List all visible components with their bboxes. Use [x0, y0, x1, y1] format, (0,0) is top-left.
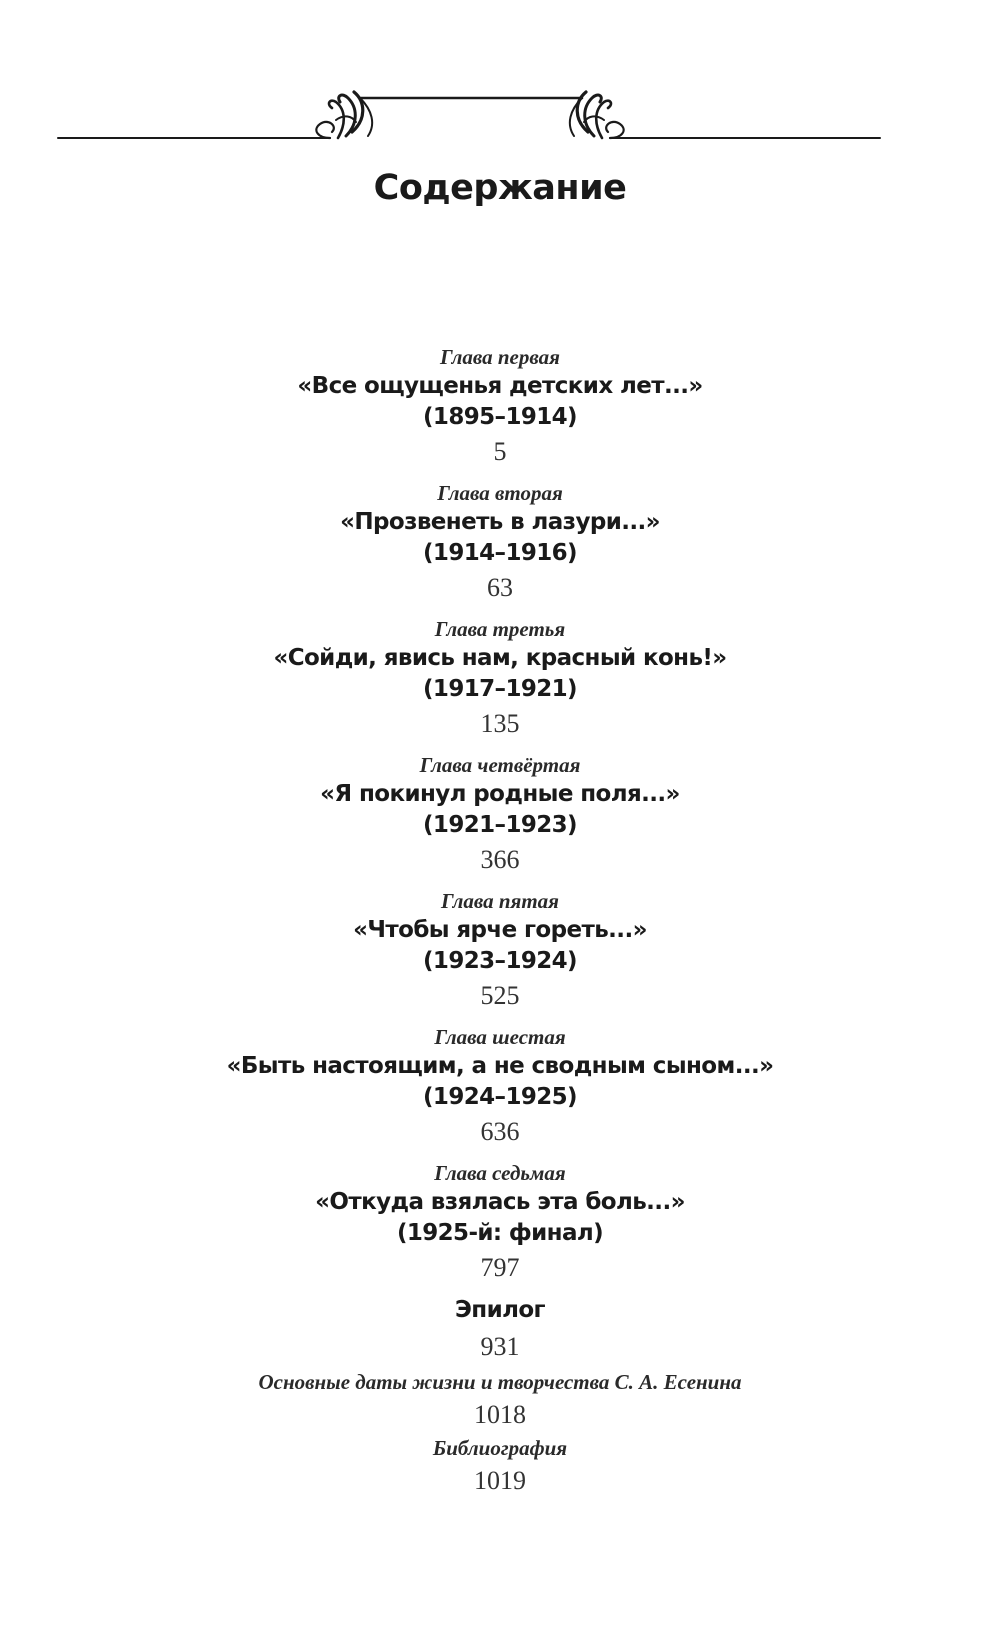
toc-chapter-1[interactable] — [0, 343, 1000, 479]
chapter-years: (1895–1914) — [423, 404, 577, 430]
chapter-label: Глава пятая — [441, 889, 559, 913]
chapter-years: (1925-й: финал) — [396, 1220, 604, 1246]
toc-chapter-2[interactable] — [0, 479, 1000, 615]
chapter-label: Глава седьмая — [434, 1161, 566, 1185]
chapter-page-number: 5 — [493, 437, 507, 466]
chapter-years: (1924–1925) — [423, 1084, 577, 1110]
chapter-page-number: 63 — [487, 573, 513, 602]
chapter-page-number: 525 — [480, 981, 520, 1010]
chapter-label: Глава третья — [434, 617, 566, 641]
toc-chapter-3[interactable] — [0, 615, 1000, 751]
toc-chapter-7[interactable] — [0, 1159, 1000, 1295]
chapter-label: Глава шестая — [434, 1025, 566, 1049]
chapter-years: (1914–1916) — [423, 540, 577, 566]
chapter-years: (1923–1924) — [423, 948, 577, 974]
toc-appendix-bibliography[interactable] — [0, 1434, 1000, 1500]
chapter-title: «Быть настоящим, а не сводным сыном...» — [226, 1053, 774, 1079]
toc-epilogue[interactable] — [0, 1295, 1000, 1368]
chapter-title: «Откуда взялась эта боль...» — [315, 1189, 685, 1215]
chapter-title: «Сойди, явись нам, красный конь!» — [273, 645, 727, 671]
appendix-page-number: 1019 — [474, 1466, 526, 1495]
chapter-page-number: 366 — [480, 845, 520, 874]
chapter-years: (1917–1921) — [423, 676, 577, 702]
chapter-label: Глава четвёртая — [419, 753, 581, 777]
appendix-label: Библиография — [432, 1436, 568, 1460]
decorative-header-ornament — [0, 80, 1000, 160]
chapter-page-number: 797 — [480, 1253, 520, 1282]
chapter-title: «Все ощущенья детских лет...» — [297, 373, 703, 399]
chapter-label: Глава вторая — [437, 481, 563, 505]
toc-chapter-5[interactable] — [0, 887, 1000, 1023]
appendix-label: Основные даты жизни и творчества С. А. Есенина — [258, 1370, 742, 1394]
epilogue-page-number: 931 — [480, 1332, 520, 1361]
epilogue-title: Эпилог — [455, 1297, 545, 1323]
page-title: Содержание — [373, 168, 627, 208]
toc-chapter-6[interactable] — [0, 1023, 1000, 1159]
toc-chapter-4[interactable] — [0, 751, 1000, 887]
chapter-years: (1921–1923) — [423, 812, 577, 838]
chapter-title: «Прозвенеть в лазури...» — [340, 509, 660, 535]
appendix-page-number: 1018 — [474, 1400, 526, 1429]
chapter-page-number: 135 — [480, 709, 520, 738]
chapter-title: «Я покинул родные поля...» — [320, 781, 680, 807]
chapter-label: Глава первая — [440, 345, 560, 369]
chapter-title: «Чтобы ярче гореть...» — [353, 917, 647, 943]
chapter-page-number: 636 — [480, 1117, 520, 1146]
table-of-contents — [0, 343, 1000, 1500]
toc-appendix-chronology[interactable] — [0, 1368, 1000, 1434]
